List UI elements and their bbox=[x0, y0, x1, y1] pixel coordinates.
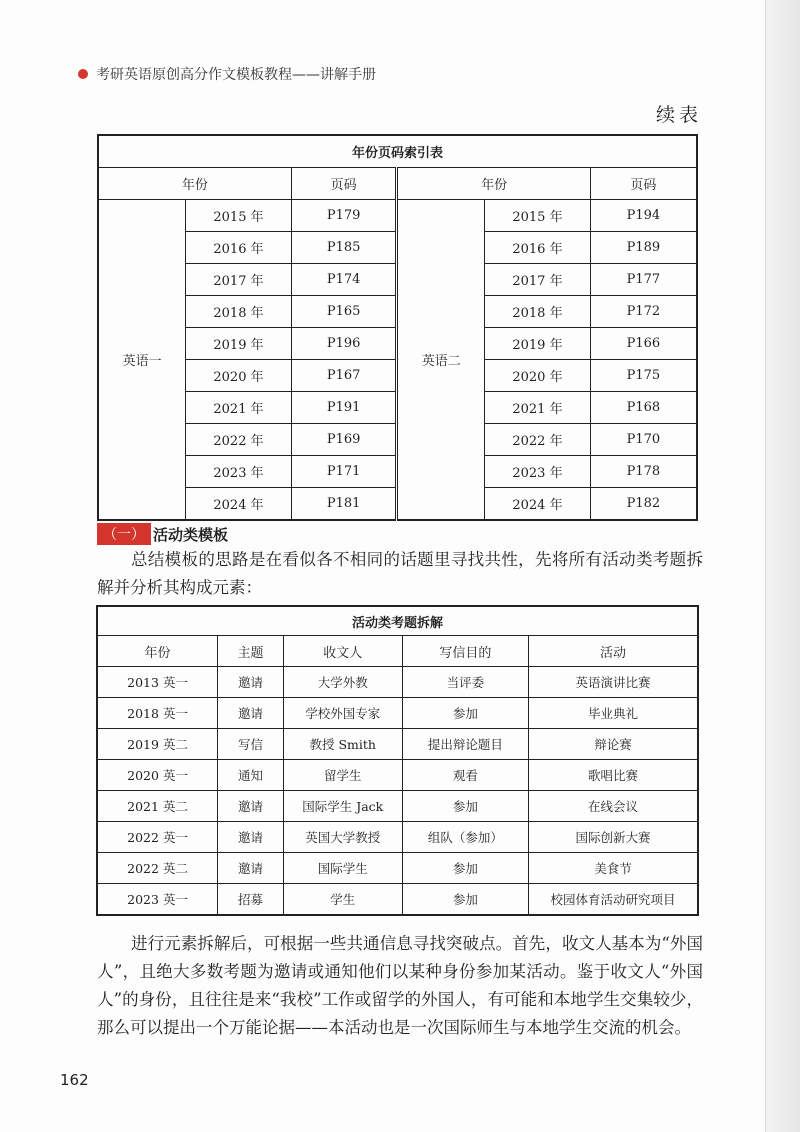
group-label-left: 英语一 bbox=[98, 200, 186, 521]
activity-cell: 歌唱比赛 bbox=[529, 760, 698, 791]
page-cell: P167 bbox=[291, 360, 397, 392]
purpose-cell: 参加 bbox=[402, 698, 529, 729]
page-cell: P185 bbox=[291, 232, 397, 264]
recipient-cell: 教授 Smith bbox=[283, 729, 402, 760]
table-row bbox=[97, 667, 698, 698]
group-label-right: 英语二 bbox=[397, 200, 485, 521]
year-cell: 2021 年 bbox=[485, 392, 591, 424]
header-page-left: 页码 bbox=[291, 168, 397, 200]
year-cell: 2021 年 bbox=[186, 392, 292, 424]
table-row bbox=[97, 760, 698, 791]
year-cell: 2024 年 bbox=[186, 488, 292, 521]
activity-header-recipient: 收文人 bbox=[283, 636, 402, 667]
page-cell: P166 bbox=[590, 328, 697, 360]
table-row bbox=[97, 884, 698, 916]
page-cell: P168 bbox=[590, 392, 697, 424]
page-cell: P171 bbox=[291, 456, 397, 488]
year-cell: 2023 年 bbox=[485, 456, 591, 488]
page-cell: P179 bbox=[291, 200, 397, 232]
year-cell: 2023 年 bbox=[186, 456, 292, 488]
bullet-dot-icon bbox=[78, 69, 88, 79]
purpose-cell: 当评委 bbox=[402, 667, 529, 698]
year-cell: 2018 英一 bbox=[97, 698, 218, 729]
intro-paragraph: 总结模板的思路是在看似各不相同的话题里寻找共性，先将所有活动类考题拆解并分析其构成元素： bbox=[97, 550, 703, 597]
year-cell: 2022 年 bbox=[485, 424, 591, 456]
year-cell: 2024 年 bbox=[485, 488, 591, 521]
page-cell: P196 bbox=[291, 328, 397, 360]
year-cell: 2021 英二 bbox=[97, 791, 218, 822]
theme-cell: 邀请 bbox=[218, 791, 284, 822]
table-row bbox=[97, 729, 698, 760]
recipient-cell: 学校外国专家 bbox=[283, 698, 402, 729]
recipient-cell: 大学外教 bbox=[283, 667, 402, 698]
table-row bbox=[97, 791, 698, 822]
page-cell: P194 bbox=[590, 200, 697, 232]
page-cell: P182 bbox=[590, 488, 697, 521]
page-cell: P175 bbox=[590, 360, 697, 392]
table-row bbox=[97, 853, 698, 884]
purpose-cell: 参加 bbox=[402, 791, 529, 822]
theme-cell: 邀请 bbox=[218, 698, 284, 729]
year-cell: 2016 年 bbox=[485, 232, 591, 264]
year-cell: 2019 年 bbox=[485, 328, 591, 360]
year-cell: 2020 年 bbox=[186, 360, 292, 392]
page-cell: P172 bbox=[590, 296, 697, 328]
activity-cell: 国际创新大赛 bbox=[529, 822, 698, 853]
year-cell: 2019 英二 bbox=[97, 729, 218, 760]
page-cell: P169 bbox=[291, 424, 397, 456]
recipient-cell: 学生 bbox=[283, 884, 402, 916]
year-cell: 2018 年 bbox=[485, 296, 591, 328]
page-cell: P177 bbox=[590, 264, 697, 296]
theme-cell: 通知 bbox=[218, 760, 284, 791]
table-row bbox=[97, 698, 698, 729]
activity-cell: 美食节 bbox=[529, 853, 698, 884]
theme-cell: 邀请 bbox=[218, 822, 284, 853]
purpose-cell: 参加 bbox=[402, 853, 529, 884]
purpose-cell: 观看 bbox=[402, 760, 529, 791]
page-edge bbox=[765, 0, 800, 1132]
activity-header-theme: 主题 bbox=[218, 636, 284, 667]
header-year-right: 年份 bbox=[397, 168, 590, 200]
activity-cell: 校园体育活动研究项目 bbox=[529, 884, 698, 916]
year-cell: 2019 年 bbox=[186, 328, 292, 360]
analysis-paragraph: 进行元素拆解后，可根据一些共通信息寻找突破点。首先，收文人基本为“外国人”，且绝大多数考题为邀请或通知他们以某种身份参加某活动。鉴于收文人“外国人”的身份，且往往是来“我校”工作或留学的外国人，有可能和本地学生交集较少，那么可以提出一个万能论据——本活动也是一次国际师生与本地学生交流的机会。 bbox=[97, 934, 703, 1037]
purpose-cell: 提出辩论题目 bbox=[402, 729, 529, 760]
activity-header-activity: 活动 bbox=[529, 636, 698, 667]
activity-cell: 毕业典礼 bbox=[529, 698, 698, 729]
year-cell: 2017 年 bbox=[485, 264, 591, 296]
recipient-cell: 国际学生 bbox=[283, 853, 402, 884]
page-cell: P181 bbox=[291, 488, 397, 521]
theme-cell: 招募 bbox=[218, 884, 284, 916]
activity-table-caption: 活动类考题拆解 bbox=[97, 606, 698, 636]
activity-cell: 辩论赛 bbox=[529, 729, 698, 760]
year-cell: 2013 英一 bbox=[97, 667, 218, 698]
section-heading bbox=[97, 523, 228, 545]
year-cell: 2020 年 bbox=[485, 360, 591, 392]
purpose-cell: 参加 bbox=[402, 884, 529, 916]
header-title: 考研英语原创高分作文模板教程——讲解手册 bbox=[96, 67, 376, 83]
table-row bbox=[98, 200, 697, 232]
theme-cell: 写信 bbox=[218, 729, 284, 760]
recipient-cell: 国际学生 Jack bbox=[283, 791, 402, 822]
index-table-caption: 年份页码索引表 bbox=[98, 135, 697, 168]
year-cell: 2022 英一 bbox=[97, 822, 218, 853]
header-year-left: 年份 bbox=[98, 168, 291, 200]
recipient-cell: 英国大学教授 bbox=[283, 822, 402, 853]
activity-header-year: 年份 bbox=[97, 636, 218, 667]
page-cell: P178 bbox=[590, 456, 697, 488]
year-cell: 2020 英一 bbox=[97, 760, 218, 791]
theme-cell: 邀请 bbox=[218, 667, 284, 698]
activity-breakdown-table bbox=[96, 605, 699, 916]
page-cell: P165 bbox=[291, 296, 397, 328]
purpose-cell: 组队（参加） bbox=[402, 822, 529, 853]
page-cell: P189 bbox=[590, 232, 697, 264]
activity-cell: 在线会议 bbox=[529, 791, 698, 822]
year-cell: 2022 年 bbox=[186, 424, 292, 456]
year-page-index-table bbox=[97, 134, 698, 521]
activity-cell: 英语演讲比赛 bbox=[529, 667, 698, 698]
activity-header-purpose: 写信目的 bbox=[402, 636, 529, 667]
year-cell: 2022 英二 bbox=[97, 853, 218, 884]
section-title: 活动类模板 bbox=[153, 525, 229, 544]
header-page-right: 页码 bbox=[590, 168, 697, 200]
section-number: （一） bbox=[97, 523, 151, 545]
page-cell: P191 bbox=[291, 392, 397, 424]
page-cell: P170 bbox=[590, 424, 697, 456]
year-cell: 2017 年 bbox=[186, 264, 292, 296]
year-cell: 2018 年 bbox=[186, 296, 292, 328]
table-row bbox=[97, 822, 698, 853]
year-cell: 2015 年 bbox=[485, 200, 591, 232]
year-cell: 2023 英一 bbox=[97, 884, 218, 916]
year-cell: 2016 年 bbox=[186, 232, 292, 264]
page-number: 162 bbox=[60, 1071, 89, 1089]
continued-label: 续表 bbox=[655, 104, 702, 126]
running-header bbox=[78, 64, 376, 84]
page-cell: P174 bbox=[291, 264, 397, 296]
theme-cell: 邀请 bbox=[218, 853, 284, 884]
recipient-cell: 留学生 bbox=[283, 760, 402, 791]
year-cell: 2015 年 bbox=[186, 200, 292, 232]
